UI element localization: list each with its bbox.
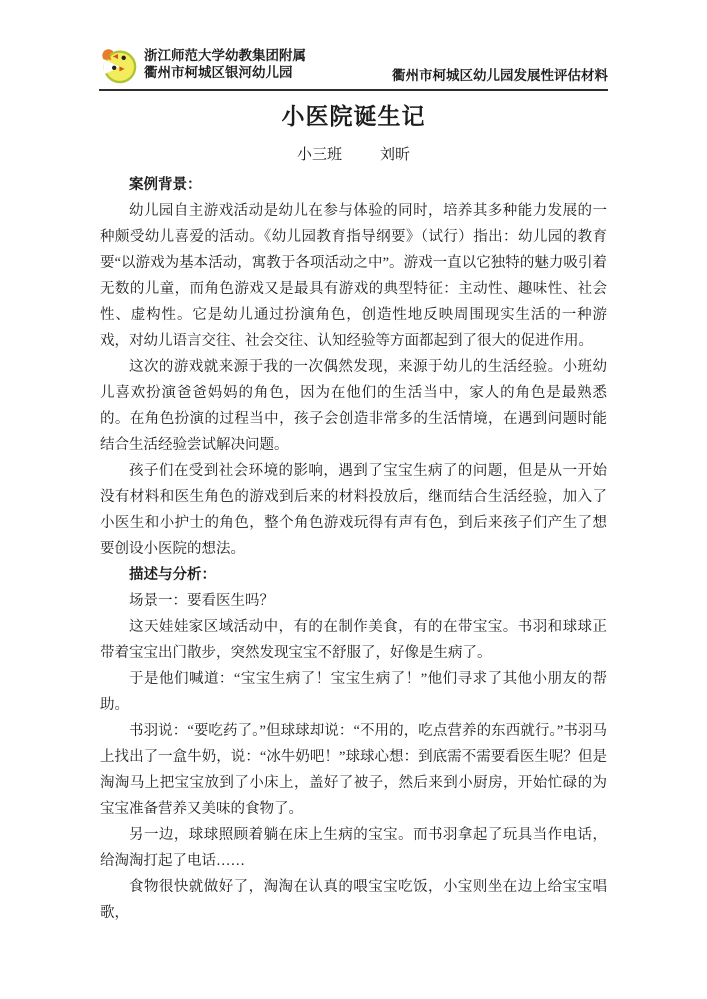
org-name-line1: 浙江师范大学幼教集团附属 xyxy=(144,48,306,63)
byline-author-name: 刘昕 xyxy=(380,147,411,163)
page-header xyxy=(99,43,608,91)
body-paragraph: 幼儿园自主游戏活动是幼儿在参与体验的同时，培养其多种能力发展的一种颇受幼儿喜爱的活动。《幼儿园教育指导纲要》（试行）指出：幼儿园的教育要“以游戏为基本活动，寓教于各项活动之中”。游戏一直以它独特的魅力吸引着无数的儿童，而角色游戏又是最具有游戏的典型特征：主动性、趣味性、社会性、虚构性。它是幼儿通过扮演角色，创造性地反映周围现实生活的一种游戏，对幼儿语言交往、社会交往、认知经验等方面都起到了很大的促进作用。 xyxy=(100,203,607,349)
body-paragraph: 另一边，球球照顾着躺在床上生病的宝宝。而书羽拿起了玩具当作电话，给淘淘打起了电话…… xyxy=(100,827,607,869)
section-heading-description-analysis: 描述与分析： xyxy=(129,567,216,583)
body-paragraph: 这次的游戏就来源于我的一次偶然发现，来源于幼儿的生活经验。小班幼儿喜欢扮演爸爸妈妈的角色，因为在他们的生活当中，家人的角色是最熟悉的。在角色扮演的过程当中，孩子会创造非常多的生活情境，在遇到问题时能结合生活经验尝试解决问题。 xyxy=(100,359,607,453)
scene-subtitle: 场景一：要看医生吗？ xyxy=(129,593,274,609)
body-paragraph: 书羽说：“要吃药了。”但球球却说：“不用的，吃点营养的东西就行。”书羽马上找出了一盒牛奶，说：“冰牛奶吧！”球球心想：到底需不需要看医生呢？但是淘淘马上把宝宝放到了小床上，盖好了被子，然后来到小厨房，开始忙碌的为宝宝准备营养又美味的食物了。 xyxy=(100,723,607,817)
body-paragraph: 食物很快就做好了，淘淘在认真的喂宝宝吃饭，小宝则坐在边上给宝宝唱歌， xyxy=(100,879,607,921)
body-paragraph: 孩子们在受到社会环境的影响，遇到了宝宝生病了的问题，但是从一开始没有材料和医生角色的游戏到后来的材料投放后，继而结合生活经验，加入了小医生和小护士的角色，整个角色游戏玩得有声有色，到后来孩子们产生了想要创设小医院的想法。 xyxy=(100,463,607,557)
section-heading-case-background: 案例背景： xyxy=(129,177,202,193)
document-body xyxy=(100,92,607,926)
body-paragraph: 这天娃娃家区域活动中，有的在制作美食，有的在带宝宝。书羽和球球正带着宝宝出门散步，突然发现宝宝不舒服了，好像是生病了。 xyxy=(100,619,607,661)
header-left-block xyxy=(99,43,306,85)
org-name-line2: 衢州市柯城区银河幼儿园 xyxy=(144,65,293,80)
byline-class-name: 小三班 xyxy=(296,147,342,163)
org-name-block xyxy=(144,47,306,81)
body-paragraph: 于是他们喊道：“宝宝生病了！宝宝生病了！”他们寻求了其他小朋友的帮助。 xyxy=(100,671,607,713)
byline xyxy=(100,143,607,164)
twin-chicks-logo-svg xyxy=(99,43,137,85)
header-right-text: 衢州市柯城区幼儿园发展性评估材料 xyxy=(392,68,608,83)
document-title: 小医院诞生记 xyxy=(281,103,426,129)
twin-chicks-logo-icon xyxy=(99,43,137,85)
